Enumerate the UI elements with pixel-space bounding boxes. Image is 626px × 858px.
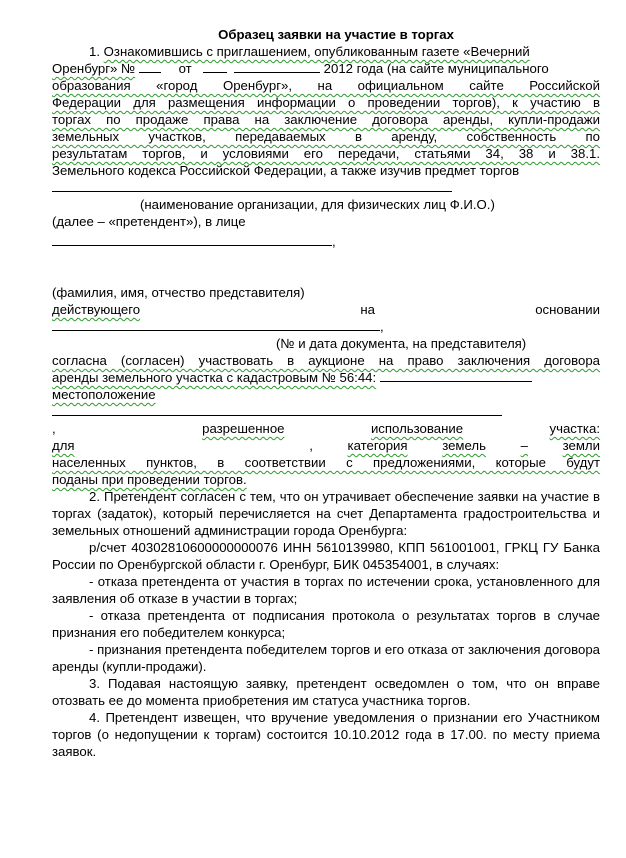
paragraph-1-line-4: Федерации для размещения информации о проведении торгов), к участию в [52,95,600,110]
paragraph-1-line-3: образования «город Оренбург», на официальном сайте Российской [52,78,600,93]
applicant-line: (далее – «претендент»), в лице [52,214,246,229]
agreement-line-1: согласна (согласен) участвовать в аукционе на право заключения договора [52,353,600,368]
issue-day-blank [203,60,227,73]
agreement-line-4: , разрешенное использование участка: [52,421,600,436]
document-hint: (№ и дата документа, на представителя) [276,336,527,351]
agreement-line-2: аренды земельного участка с кадастровым № 56:44: [52,369,600,386]
paragraph-1-number: 1. [89,44,100,59]
forfeit-case-2: - отказа претендента от подписания протокола о результатах торгов в случае признания его победителем конкурса; [52,608,600,640]
forfeit-case-1: - отказа претендента от участия в торгах по истечении срока, установленного для заявления об отказе в участии в торгах; [52,574,600,606]
paragraph-1-line-7: результатам торгов, и условиями его передачи, статьями 34, 38 и 38.1. [52,146,600,161]
paragraph-1 [52,43,600,60]
paragraph-4: 4. Претендент извещен, что вручение уведомления о признании его Участником торгов (о недопущении к торгам) состоится 10.10.2012 года в 17.00. по месту приема заявок. [52,710,600,759]
issue-number-blank [139,60,161,73]
application-form-document [52,26,600,760]
organization-name-line [52,179,600,196]
bank-account-details: р/счет 40302810600000000076 ИНН 5610139980, КПП 561001001, ГРКЦ ГУ Банка России по Оренбургской области г. Оренбург, БИК 045354001, в случаях: [52,540,600,572]
agreement-line-5: для , категория земель – земли [52,438,600,453]
representative-name-line: , [52,233,600,250]
paragraph-3: 3. Подавая настоящую заявку, претендент осведомлен о том, что он вправе отозвать ее до момента приобретения им статуса участника торгов. [52,676,600,708]
cadastral-number-blank [380,369,532,382]
paragraph-1-line-2: Оренбург» № от 2012 года (на сайте муниципального [52,61,549,76]
location-blank [52,403,502,416]
document-title: Образец заявки на участие в торгах [218,27,454,42]
agreement-line-7: поданы при проведении торгов. [52,472,247,487]
paragraph-2: 2. Претендент согласен с тем, что он утрачивает обеспечение заявки на участие в торгах (задаток), который перечисляется на счет Департамента градостроительства и земельных отношений администрации города Оренбурга: [52,489,600,538]
paragraph-1-line-8: Земельного кодекса Российской Федерации, а также изучив предмет торгов [52,163,520,178]
organization-hint: (наименование организации, для физических лиц Ф.И.О.) [140,197,495,212]
paragraph-1-line-5: торгах по продаже права на заключение договора аренды, купли-продажи [52,112,600,127]
issue-month-blank [234,60,320,73]
forfeit-case-3: - признания претендента победителем торгов и его отказа от заключения договора аренды (купли-продажи). [52,642,600,674]
agreement-line-3: местоположение [52,386,600,420]
representative-hint: (фамилия, имя, отчество представителя) [52,285,305,300]
paragraph-1-line-1: Ознакомившись с приглашением, опубликованным газете «Вечерний [103,44,530,59]
agreement-line-6: населенных пунктов, в соответствии с предложениями, которые будут [52,455,600,470]
acting-basis-line: действующего на основании [52,302,600,317]
paragraph-1-line-6: земельных участков, передаваемых в аренду, собственность по [52,129,600,144]
authority-document-line: , [52,318,600,335]
